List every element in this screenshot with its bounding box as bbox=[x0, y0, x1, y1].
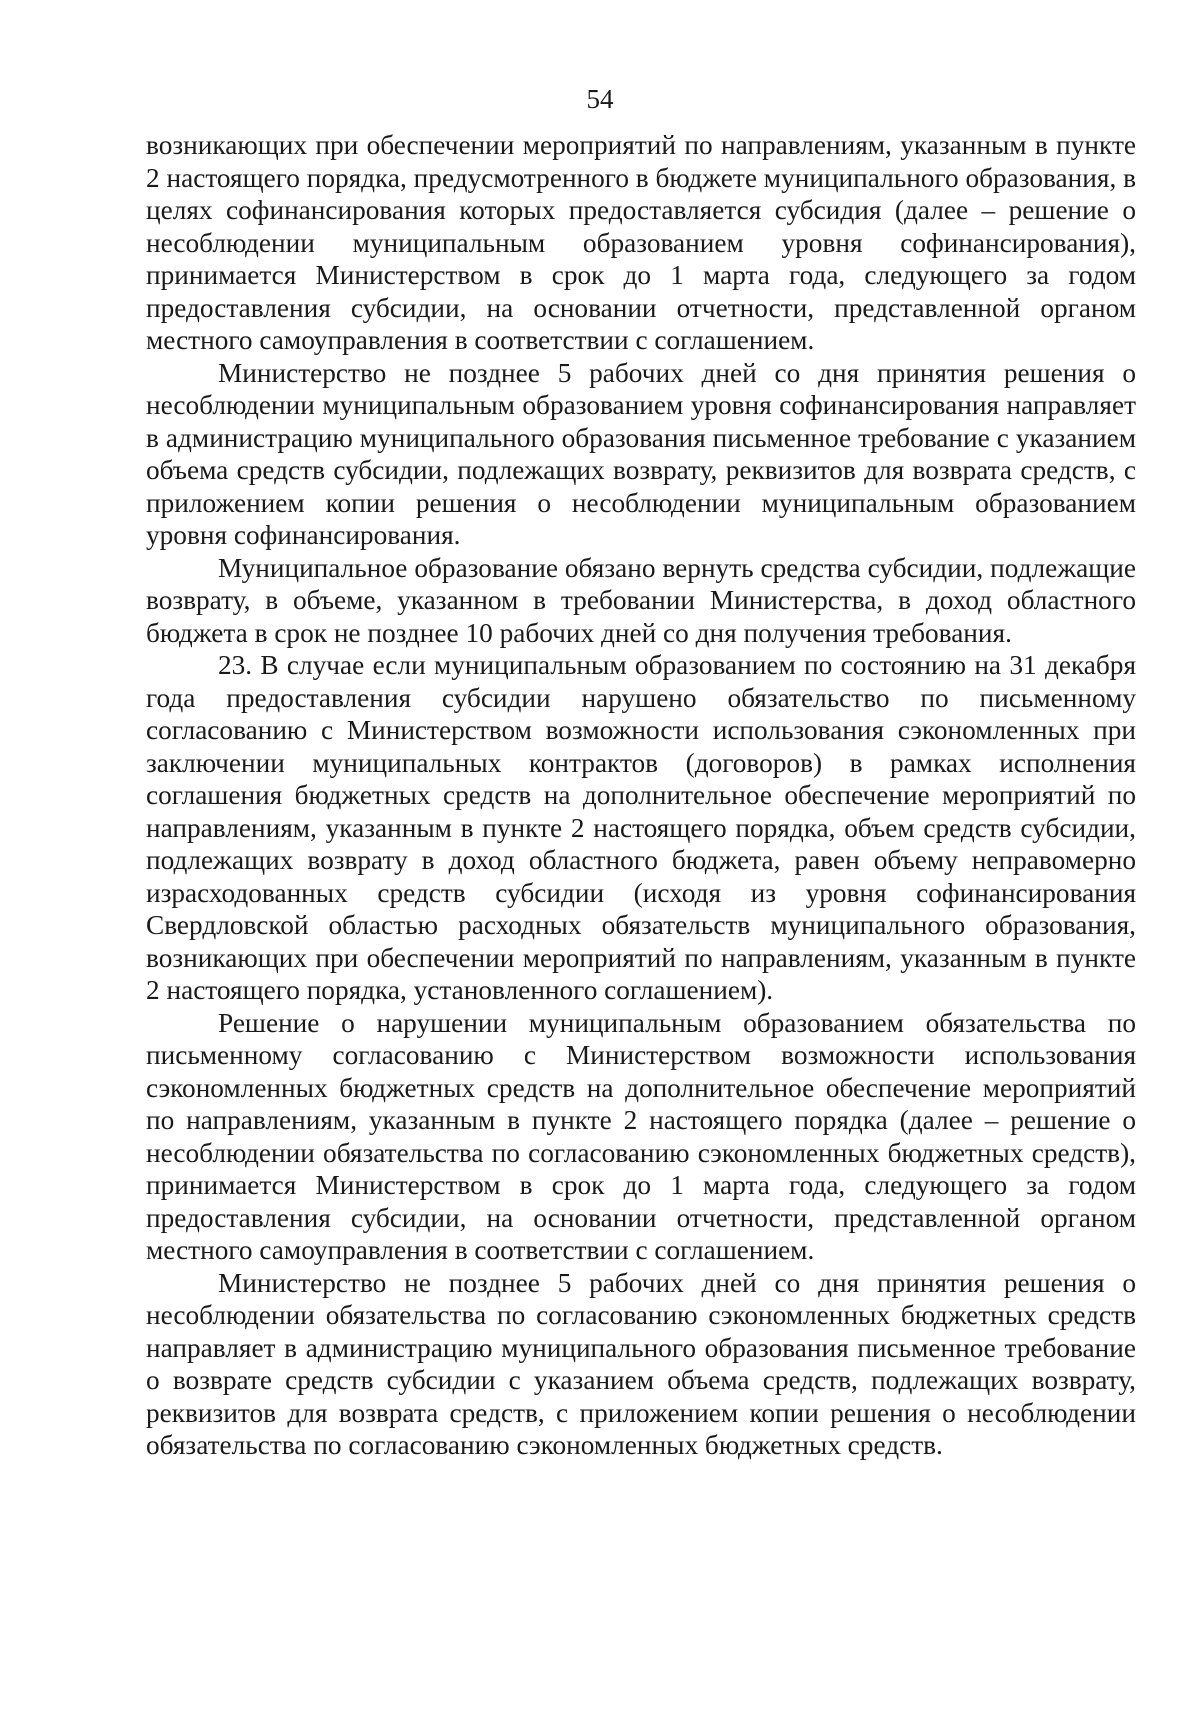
paragraph: Министерство не позднее 5 рабочих дней со дня принятия решения о несоблюдении муниципальным образованием уровня софинансирования направляет в администрацию муниципального образования письменное требование с указанием объема средств субсидии, подлежащих возврату, реквизитов для возврата средств, с приложением копии решения о несоблюдении муниципальным образованием уровня софинансирования. bbox=[146, 357, 1136, 550]
paragraph: Муниципальное образование обязано вернуть средства субсидии, подлежащие возврату, в объеме, указанном в требовании Министерства, в доход областного бюджета в срок не позднее 10 рабочих дней со дня получения требования. bbox=[146, 552, 1136, 648]
paragraph: Решение о нарушении муниципальным образованием обязательства по письменному согласованию с Министерством возможности использования сэкономленных бюджетных средств на дополнительное обеспечение мероприятий по направлениям, указанным в пункте 2 настоящего порядка (далее – решение о несоблюдении обязательства по согласованию сэкономленных бюджетных средств), принимается Министерством в срок до 1 марта года, следующего за годом предоставления субсидии, на основании отчетности, представленной органом местного самоуправления в соответствии с соглашением. bbox=[146, 1007, 1136, 1265]
paragraph: Министерство не позднее 5 рабочих дней со дня принятия решения о несоблюдении обязательства по согласованию сэкономленных бюджетных средств направляет в администрацию муниципального образования письменное требование о возврате средств субсидии с указанием объема средств, подлежащих возврату, реквизитов для возврата средств, с приложением копии решения о несоблюдении обязательства по согласованию сэкономленных бюджетных средств. bbox=[146, 1267, 1136, 1460]
page-number: 54 bbox=[586, 84, 614, 114]
paragraph-continuation: возникающих при обеспечении мероприятий по направлениям, указанным в пункте 2 настоящего порядка, предусмотренного в бюджете муниципального образования, в целях софинансирования которых предоставляется субсидия (далее – решение о несоблюдении муниципальным образованием уровня софинансирования), принимается Министерством в срок до 1 марта года, следующего за годом предоставления субсидии, на основании отчетности, представленной органом местного самоуправления в соответствии с соглашением. bbox=[146, 130, 1136, 355]
paragraph-clause-23: 23. В случае если муниципальным образованием по состоянию на 31 декабря года предоставления субсидии нарушено обязательство по письменному согласованию с Министерством возможности использования сэкономленных при заключении муниципальных контрактов (договоров) в рамках исполнения соглашения бюджетных средств на дополнительное обеспечение мероприятий по направлениям, указанным в пункте 2 настоящего порядка, объем средств субсидии, подлежащих возврату в доход областного бюджета, равен объему неправомерно израсходованных средств субсидии (исходя из уровня софинансирования Свердловской областью расходных обязательств муниципального образования, возникающих при обеспечении мероприятий по направлениям, указанным в пункте 2 настоящего порядка, установленного соглашением). bbox=[146, 650, 1136, 1005]
document-body bbox=[146, 129, 1136, 1462]
